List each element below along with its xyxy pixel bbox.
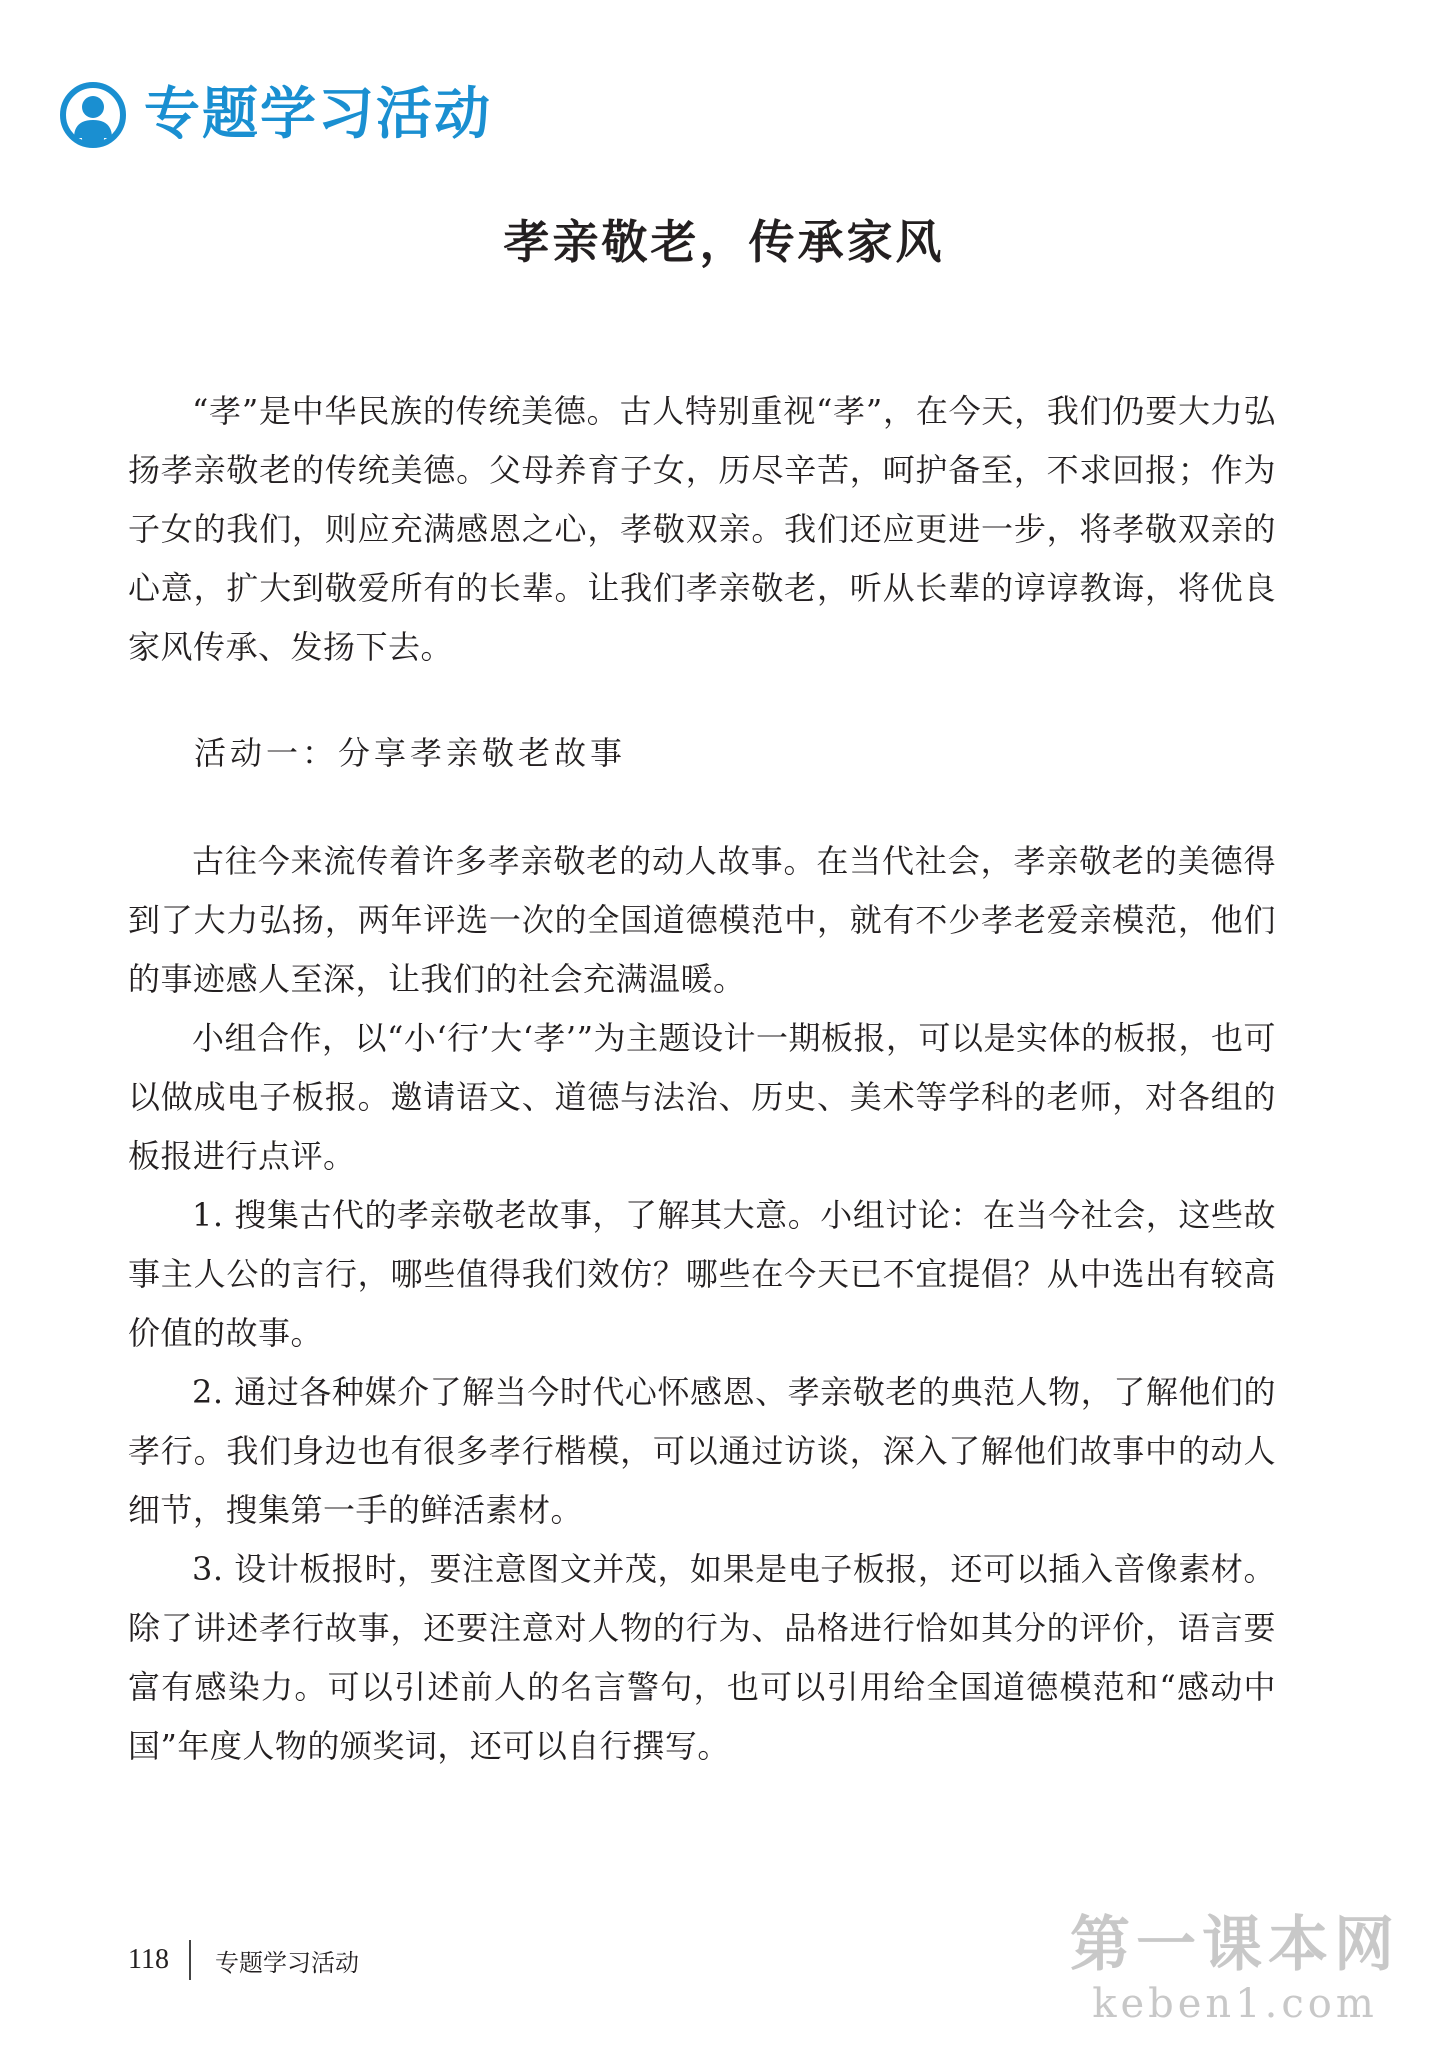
page-title: 孝亲敬老，传承家风 [503, 215, 945, 269]
activity-step: 2. 通过各种媒介了解当今时代心怀感恩、孝亲敬老的典范人物，了解他们的孝行。我们身边也有很多孝行楷模，可以通过访谈，深入了解他们故事中的动人细节，搜集第一手的鲜活素材。 [128, 1373, 1276, 1529]
activity-paragraph: 小组合作，以“小‘行’大‘孝’”为主题设计一期板报，可以是实体的板报，也可以做成电子板报。邀请语文、道德与法治、历史、美术等学科的老师，对各组的板报进行点评。 [128, 1019, 1276, 1175]
intro-paragraph: “孝”是中华民族的传统美德。古人特别重视“孝”，在今天，我们仍要大力弘扬孝亲敬老的传统美德。父母养育子女，历尽辛苦，呵护备至，不求回报；作为子女的我们，则应充满感恩之心，孝敬双亲。我们还应更进一步，将孝敬双亲的心意，扩大到敬爱所有的长辈。让我们孝亲敬老，听从长辈的谆谆教诲，将优良家风传承、发扬下去。 [128, 392, 1276, 666]
watermark [1070, 1910, 1400, 2028]
watermark-en: keben1.com [1092, 1981, 1378, 2027]
page-header [60, 80, 492, 150]
activity-step: 3. 设计板报时，要注意图文并茂，如果是电子板报，还可以插入音像素材。除了讲述孝行故事，还要注意对人物的行为、品格进行恰如其分的评价，语言要富有感染力。可以引述前人的名言警句，也可以引用给全国道德模范和“感动中国”年度人物的颁奖词，还可以自行撰写。 [128, 1550, 1276, 1765]
watermark-cn: 第一课本网 [1070, 1910, 1400, 1980]
activity-heading: 活动一：分享孝亲敬老故事 [194, 734, 627, 772]
intro-section [128, 382, 1276, 677]
activity-step: 1. 搜集古代的孝亲敬老故事，了解其大意。小组讨论：在当今社会，这些故事主人公的言行，哪些值得我们效仿？哪些在今天已不宜提倡？从中选出有较高价值的故事。 [128, 1196, 1276, 1352]
header-title: 专题学习活动 [144, 82, 492, 147]
activity-body [128, 832, 1276, 1776]
footer-section-title: 专题学习活动 [214, 1948, 359, 1977]
footer-divider [189, 1940, 191, 1980]
person-icon [60, 82, 126, 148]
page-number: 118 [128, 1944, 169, 1975]
page-footer [128, 1940, 359, 1980]
activity-paragraph: 古往今来流传着许多孝亲敬老的动人故事。在当代社会，孝亲敬老的美德得到了大力弘扬，两年评选一次的全国道德模范中，就有不少孝老爱亲模范，他们的事迹感人至深，让我们的社会充满温暖。 [128, 842, 1276, 998]
